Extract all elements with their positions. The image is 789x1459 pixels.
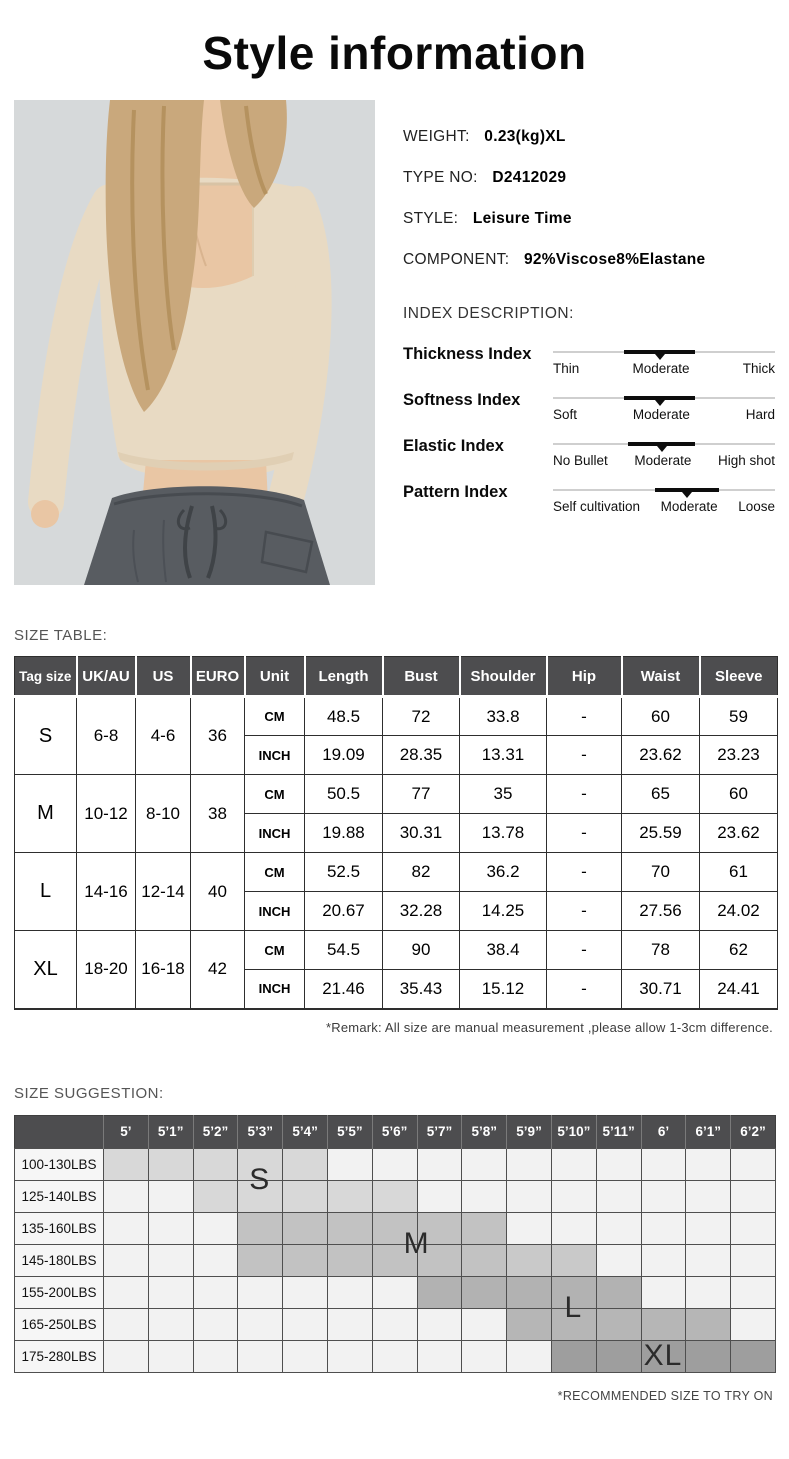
size-table-row — [15, 931, 778, 970]
index-description-heading: INDEX DESCRIPTION: — [403, 305, 574, 322]
size-table-remark: *Remark: All size are manual measurement ,please allow 1-3cm difference. — [326, 1019, 773, 1035]
index-label: Hard — [745, 407, 775, 422]
size-table-cell: - — [547, 697, 622, 736]
suggestion-cell — [551, 1180, 596, 1212]
size-table-cell: - — [547, 892, 622, 931]
size-table-cell: 36 — [191, 697, 245, 775]
product-field-type-no — [403, 169, 775, 187]
size-table-heading: SIZE TABLE: — [14, 627, 108, 644]
size-table-cell: M — [15, 775, 77, 853]
size-table-cell: 18-20 — [77, 931, 136, 1009]
height-header-cell: 5’4” — [283, 1115, 328, 1148]
suggestion-cell — [327, 1148, 372, 1180]
size-table — [14, 656, 778, 1010]
size-table-header-cell: Unit — [245, 657, 305, 697]
size-table-cell: 23.23 — [700, 736, 778, 775]
suggestion-cell — [283, 1276, 328, 1308]
product-details — [375, 100, 775, 585]
suggestion-cell — [148, 1276, 193, 1308]
suggestion-cell — [462, 1180, 507, 1212]
index-row — [403, 343, 775, 376]
size-table-cell: 8-10 — [136, 775, 191, 853]
size-suggestion-footnote: *RECOMMENDED SIZE TO TRY ON — [557, 1388, 773, 1403]
size-table-header — [15, 657, 778, 697]
size-table-cell: 24.02 — [700, 892, 778, 931]
size-table-cell: 6-8 — [77, 697, 136, 775]
index-labels — [553, 499, 775, 514]
index-slider — [553, 481, 775, 514]
size-table-cell: 70 — [622, 853, 700, 892]
suggestion-cell — [372, 1340, 417, 1372]
index-label: No Bullet — [553, 453, 608, 468]
suggestion-cell — [238, 1308, 283, 1340]
size-table-cell: 82 — [383, 853, 460, 892]
size-table-cell: - — [547, 814, 622, 853]
index-label: High shot — [717, 453, 775, 468]
suggestion-cell — [327, 1180, 372, 1212]
suggestion-cell — [551, 1148, 596, 1180]
suggestion-cell — [507, 1148, 552, 1180]
suggestion-cell — [731, 1180, 776, 1212]
size-table-cell: 16-18 — [136, 931, 191, 1009]
index-labels — [553, 361, 775, 376]
suggestion-row — [15, 1148, 776, 1180]
suggestion-cell — [148, 1244, 193, 1276]
size-table-cell: 52.5 — [305, 853, 383, 892]
size-table-cell: 33.8 — [460, 697, 547, 736]
size-table-cell: S — [15, 697, 77, 775]
index-track — [553, 441, 775, 448]
suggestion-cell — [641, 1148, 686, 1180]
suggestion-cell — [104, 1148, 149, 1180]
index-marker-icon — [682, 492, 692, 498]
size-table-header-cell: Length — [305, 657, 383, 697]
suggestion-cell — [731, 1340, 776, 1372]
suggestion-cell — [507, 1308, 552, 1340]
suggestion-cell — [148, 1308, 193, 1340]
size-table-header-cell: Hip — [547, 657, 622, 697]
product-photo — [14, 100, 375, 585]
suggestion-cell — [372, 1308, 417, 1340]
size-table-header-cell: Shoulder — [460, 657, 547, 697]
suggestion-cell — [417, 1340, 462, 1372]
product-field-weight — [403, 128, 775, 146]
field-label: STYLE: — [403, 210, 459, 227]
suggestion-cell — [462, 1276, 507, 1308]
weight-label-cell: 135-160LBS — [15, 1212, 104, 1244]
suggestion-cell — [193, 1148, 238, 1180]
size-table-cell: 77 — [383, 775, 460, 814]
size-table-cell: - — [547, 775, 622, 814]
size-zone-letter: XL — [643, 1338, 683, 1372]
suggestion-cell — [148, 1212, 193, 1244]
size-table-cell: 10-12 — [77, 775, 136, 853]
suggestion-row — [15, 1212, 776, 1244]
suggestion-cell — [104, 1276, 149, 1308]
index-label: Moderate — [632, 361, 690, 376]
index-label: Moderate — [632, 407, 690, 422]
suggestion-cell — [596, 1180, 641, 1212]
index-label: Thick — [742, 361, 775, 376]
product-field-component — [403, 251, 775, 269]
size-suggestion-chart — [14, 1115, 775, 1373]
suggestion-cell — [104, 1308, 149, 1340]
index-label: Moderate — [660, 499, 718, 514]
size-table-cell: 14.25 — [460, 892, 547, 931]
size-table-row — [15, 853, 778, 892]
page-title: Style information — [202, 27, 587, 79]
suggestion-cell — [596, 1212, 641, 1244]
size-zone-letter: M — [403, 1226, 430, 1260]
suggestion-cell — [462, 1148, 507, 1180]
index-description-list — [403, 343, 775, 514]
suggestion-cell — [596, 1148, 641, 1180]
size-suggestion-heading: SIZE SUGGESTION: — [14, 1084, 164, 1102]
suggestion-cell — [327, 1308, 372, 1340]
suggestion-cell — [551, 1212, 596, 1244]
size-table-cell: 72 — [383, 697, 460, 736]
suggestion-cell — [238, 1212, 283, 1244]
index-labels — [553, 453, 775, 468]
suggestion-cell — [327, 1212, 372, 1244]
suggestion-cell — [596, 1340, 641, 1372]
suggestion-cell — [148, 1180, 193, 1212]
suggestion-row — [15, 1180, 776, 1212]
suggestion-cell — [193, 1276, 238, 1308]
size-table-cell: 38 — [191, 775, 245, 853]
index-row — [403, 435, 775, 468]
unit-cell: INCH — [245, 970, 305, 1009]
suggestion-cell — [148, 1340, 193, 1372]
suggestion-cell — [283, 1340, 328, 1372]
suggestion-cell — [686, 1308, 731, 1340]
height-header-cell: 5’8” — [462, 1115, 507, 1148]
unit-cell: INCH — [245, 736, 305, 775]
suggestion-cell — [283, 1180, 328, 1212]
size-table-cell: - — [547, 931, 622, 970]
size-table-header-row — [15, 657, 778, 697]
suggestion-cell — [686, 1148, 731, 1180]
size-table-cell: 42 — [191, 931, 245, 1009]
size-table-cell: 65 — [622, 775, 700, 814]
index-row — [403, 481, 775, 514]
suggestion-cell — [372, 1276, 417, 1308]
suggestion-cell — [283, 1244, 328, 1276]
weight-label-cell: 165-250LBS — [15, 1308, 104, 1340]
suggestion-cell — [104, 1340, 149, 1372]
index-marker-icon — [657, 446, 667, 452]
suggestion-cell — [372, 1148, 417, 1180]
size-table-cell: 35.43 — [383, 970, 460, 1009]
index-slider — [553, 435, 775, 468]
size-table-cell: 78 — [622, 931, 700, 970]
suggestion-cell — [327, 1276, 372, 1308]
size-table-cell: 20.67 — [305, 892, 383, 931]
suggestion-cell — [193, 1340, 238, 1372]
suggestion-row — [15, 1308, 776, 1340]
suggestion-cell — [417, 1308, 462, 1340]
suggestion-cell — [104, 1244, 149, 1276]
suggestion-cell — [686, 1340, 731, 1372]
unit-cell: CM — [245, 697, 305, 736]
size-table-header-cell: Bust — [383, 657, 460, 697]
size-table-cell: 60 — [700, 775, 778, 814]
suggestion-cell — [193, 1212, 238, 1244]
size-table-cell: 59 — [700, 697, 778, 736]
height-header-cell: 5’10” — [551, 1115, 596, 1148]
suggestion-cell — [641, 1276, 686, 1308]
unit-cell: CM — [245, 853, 305, 892]
size-table-cell: 27.56 — [622, 892, 700, 931]
size-suggestion-table — [14, 1115, 776, 1373]
index-label: Thin — [553, 361, 580, 376]
suggestion-cell — [551, 1340, 596, 1372]
suggestion-cell — [641, 1308, 686, 1340]
size-table-cell: 24.41 — [700, 970, 778, 1009]
suggestion-cell — [283, 1148, 328, 1180]
size-table-cell: 13.31 — [460, 736, 547, 775]
index-slider — [553, 343, 775, 376]
product-field-style — [403, 210, 775, 228]
size-table-cell: XL — [15, 931, 77, 1009]
field-value: D2412029 — [492, 169, 567, 186]
size-table-cell: 12-14 — [136, 853, 191, 931]
index-label: Self cultivation — [553, 499, 641, 514]
unit-cell: CM — [245, 775, 305, 814]
suggestion-cell — [148, 1148, 193, 1180]
size-table-cell: 50.5 — [305, 775, 383, 814]
height-header-cell: 6’2” — [731, 1115, 776, 1148]
weight-label-cell: 155-200LBS — [15, 1276, 104, 1308]
size-table-cell: 90 — [383, 931, 460, 970]
suggestion-cell — [686, 1180, 731, 1212]
suggestion-cell — [327, 1244, 372, 1276]
size-table-body — [15, 697, 778, 1009]
size-table-cell: - — [547, 970, 622, 1009]
suggestion-cell — [551, 1244, 596, 1276]
height-header-cell: 5’6” — [372, 1115, 417, 1148]
index-row — [403, 389, 775, 422]
suggestion-cell — [686, 1276, 731, 1308]
field-value: Leisure Time — [472, 210, 572, 227]
suggestion-cell — [686, 1212, 731, 1244]
index-track — [553, 349, 775, 356]
size-table-cell: 23.62 — [622, 736, 700, 775]
size-table-cell: 36.2 — [460, 853, 547, 892]
suggestion-cell — [507, 1276, 552, 1308]
index-track — [553, 395, 775, 402]
field-label: WEIGHT: — [403, 128, 470, 145]
suggestion-cell — [417, 1148, 462, 1180]
size-table-cell: 19.09 — [305, 736, 383, 775]
size-table-header-cell: US — [136, 657, 191, 697]
top-section — [0, 100, 789, 585]
unit-cell: INCH — [245, 814, 305, 853]
suggestion-cell — [104, 1180, 149, 1212]
size-table-cell: 30.71 — [622, 970, 700, 1009]
suggestion-cell — [462, 1212, 507, 1244]
weight-label-cell: 175-280LBS — [15, 1340, 104, 1372]
size-table-cell: 4-6 — [136, 697, 191, 775]
index-name: Pattern Index — [403, 483, 508, 501]
suggestion-cell — [193, 1308, 238, 1340]
size-table-header-cell: UK/AU — [77, 657, 136, 697]
size-table-cell: 40 — [191, 853, 245, 931]
suggestion-cell — [417, 1276, 462, 1308]
height-header-cell: 5’2” — [193, 1115, 238, 1148]
size-zone-letter: L — [564, 1290, 583, 1324]
index-track — [553, 487, 775, 494]
size-table-cell: 25.59 — [622, 814, 700, 853]
size-table-cell: - — [547, 736, 622, 775]
index-label: Loose — [738, 499, 775, 514]
suggestion-cell — [686, 1244, 731, 1276]
weight-label-cell: 125-140LBS — [15, 1180, 104, 1212]
suggestion-cell — [731, 1276, 776, 1308]
size-table-cell: 13.78 — [460, 814, 547, 853]
size-table-cell: 19.88 — [305, 814, 383, 853]
height-header-cell: 5’11” — [596, 1115, 641, 1148]
height-header-cell: 6’1” — [686, 1115, 731, 1148]
field-label: COMPONENT: — [403, 251, 510, 268]
size-table-cell: 35 — [460, 775, 547, 814]
product-photo-illustration — [14, 100, 375, 585]
index-name: Thickness Index — [403, 345, 532, 363]
size-table-cell: 14-16 — [77, 853, 136, 931]
size-table-cell: 60 — [622, 697, 700, 736]
height-header-cell: 5’ — [104, 1115, 149, 1148]
field-value: 0.23(kg)XL — [484, 128, 566, 145]
suggestion-header — [15, 1115, 776, 1148]
size-table-cell: - — [547, 853, 622, 892]
suggestion-cell — [731, 1148, 776, 1180]
size-table-cell: 61 — [700, 853, 778, 892]
size-table-cell: L — [15, 853, 77, 931]
suggestion-row — [15, 1276, 776, 1308]
index-slider — [553, 389, 775, 422]
size-zone-letter: S — [249, 1162, 271, 1196]
suggestion-cell — [193, 1244, 238, 1276]
suggestion-cell — [462, 1340, 507, 1372]
index-label: Moderate — [634, 453, 692, 468]
unit-cell: INCH — [245, 892, 305, 931]
suggestion-cell — [641, 1244, 686, 1276]
size-table-cell: 62 — [700, 931, 778, 970]
size-table-row — [15, 775, 778, 814]
suggestion-cell — [104, 1212, 149, 1244]
suggestion-cell — [507, 1180, 552, 1212]
height-header-cell: 5’9” — [507, 1115, 552, 1148]
suggestion-cell — [507, 1340, 552, 1372]
suggestion-cell — [731, 1212, 776, 1244]
suggestion-cell — [596, 1244, 641, 1276]
size-table-cell: 32.28 — [383, 892, 460, 931]
suggestion-cell — [283, 1212, 328, 1244]
suggestion-header-row — [15, 1115, 776, 1148]
size-table-cell: 28.35 — [383, 736, 460, 775]
suggestion-cell — [507, 1244, 552, 1276]
height-header-cell: 6’ — [641, 1115, 686, 1148]
index-label: Soft — [553, 407, 578, 422]
field-value: 92%Viscose8%Elastane — [523, 251, 706, 268]
height-header-cell: 5’1” — [148, 1115, 193, 1148]
suggestion-cell — [641, 1212, 686, 1244]
size-table-cell: 23.62 — [700, 814, 778, 853]
weight-label-cell: 145-180LBS — [15, 1244, 104, 1276]
suggestion-cell — [238, 1276, 283, 1308]
suggestion-cell — [417, 1180, 462, 1212]
suggestion-cell — [372, 1180, 417, 1212]
size-table-cell: 48.5 — [305, 697, 383, 736]
suggestion-cell — [596, 1308, 641, 1340]
suggestion-cell — [238, 1244, 283, 1276]
suggestion-cell — [731, 1308, 776, 1340]
suggestion-corner-cell — [15, 1115, 104, 1148]
suggestion-cell — [596, 1276, 641, 1308]
size-table-row — [15, 697, 778, 736]
suggestion-cell — [327, 1340, 372, 1372]
size-table-header-cell: Sleeve — [700, 657, 778, 697]
height-header-cell: 5’7” — [417, 1115, 462, 1148]
size-table-cell: 38.4 — [460, 931, 547, 970]
suggestion-cell — [238, 1340, 283, 1372]
suggestion-cell — [283, 1308, 328, 1340]
size-table-cell: 15.12 — [460, 970, 547, 1009]
size-table-cell: 54.5 — [305, 931, 383, 970]
suggestion-cell — [641, 1180, 686, 1212]
index-marker-icon — [655, 354, 665, 360]
index-labels — [553, 407, 775, 422]
index-marker-icon — [655, 400, 665, 406]
size-table-cell: 21.46 — [305, 970, 383, 1009]
index-name: Elastic Index — [403, 437, 504, 455]
height-header-cell: 5’3” — [238, 1115, 283, 1148]
suggestion-cell — [507, 1212, 552, 1244]
size-table-cell: 30.31 — [383, 814, 460, 853]
unit-cell: CM — [245, 931, 305, 970]
size-table-header-cell: Waist — [622, 657, 700, 697]
index-name: Softness Index — [403, 391, 521, 409]
suggestion-cell — [462, 1308, 507, 1340]
suggestion-cell — [731, 1244, 776, 1276]
height-header-cell: 5’5” — [327, 1115, 372, 1148]
size-table-header-cell: Tag size — [15, 657, 77, 697]
suggestion-cell — [462, 1244, 507, 1276]
suggestion-row — [15, 1244, 776, 1276]
weight-label-cell: 100-130LBS — [15, 1148, 104, 1180]
suggestion-cell — [193, 1180, 238, 1212]
size-table-header-cell: EURO — [191, 657, 245, 697]
field-label: TYPE NO: — [403, 169, 478, 186]
